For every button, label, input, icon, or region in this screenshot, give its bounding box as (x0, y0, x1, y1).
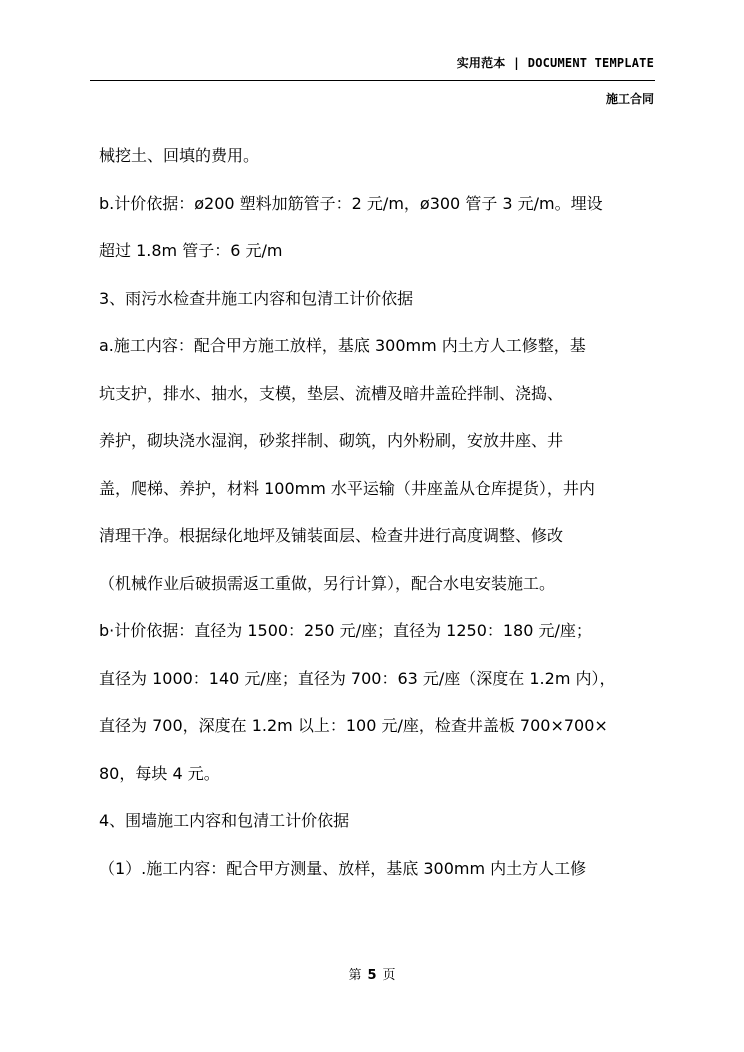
page-number: 5 (367, 968, 377, 983)
body-line: （机械作业后破损需返工重做，另行计算），配合水电安装施工。 (99, 573, 556, 593)
section-heading: 4、围墙施工内容和包清工计价依据 (99, 811, 350, 830)
section-heading: 3、雨污水检查井施工内容和包清工计价依据 (99, 288, 414, 308)
body-line: b·计价依据：直径为 1500：250 元/座；直径为 1250：180 元/座； (99, 621, 592, 640)
body-line: 养护，砌块浇水湿润，砂浆拌制、砌筑，内外粉刷，安放井座、井 (99, 431, 564, 450)
footer-prefix: 第 (348, 968, 362, 983)
body-line: 清理干净。根据绿化地坪及铺装面层、检查井进行高度调整、修改 (99, 526, 564, 545)
body-line: 械挖土、回填的费用。 (99, 146, 260, 165)
body-line: 超过 1.8m 管子：6 元/m (99, 241, 283, 260)
header-subtitle: 施工合同 (605, 92, 654, 106)
body-line: 直径为 1000：140 元/座；直径为 700：63 元/座（深度在 1.2m 内）， (99, 668, 616, 688)
document-body (99, 140, 659, 900)
page-footer (0, 964, 744, 983)
body-line: a.施工内容：配合甲方施工放样，基底 300mm 内土方人工修整，基 (99, 336, 586, 355)
body-line: 坑支护，排水、抽水，支模，垫层、流槽及暗井盖砼拌制、浇捣、 (99, 383, 564, 403)
header-title: 实用范本 | DOCUMENT TEMPLATE (456, 56, 654, 70)
body-line: b.计价依据：ø200 塑料加筋管子：2 元/m，ø300 管子 3 元/m。埋设 (99, 193, 603, 213)
footer-suffix: 页 (382, 968, 396, 983)
body-line: 盖，爬梯、养护，材料 100mm 水平运输（井座盖从仓库提货），井内 (99, 478, 595, 498)
body-line: （1）.施工内容：配合甲方测量、放样，基底 300mm 内土方人工修 (99, 858, 587, 878)
header-divider (90, 80, 655, 81)
body-line: 直径为 700，深度在 1.2m 以上：100 元/座，检查井盖板 700×700× (99, 716, 608, 735)
body-line: 80，每块 4 元。 (99, 763, 220, 783)
